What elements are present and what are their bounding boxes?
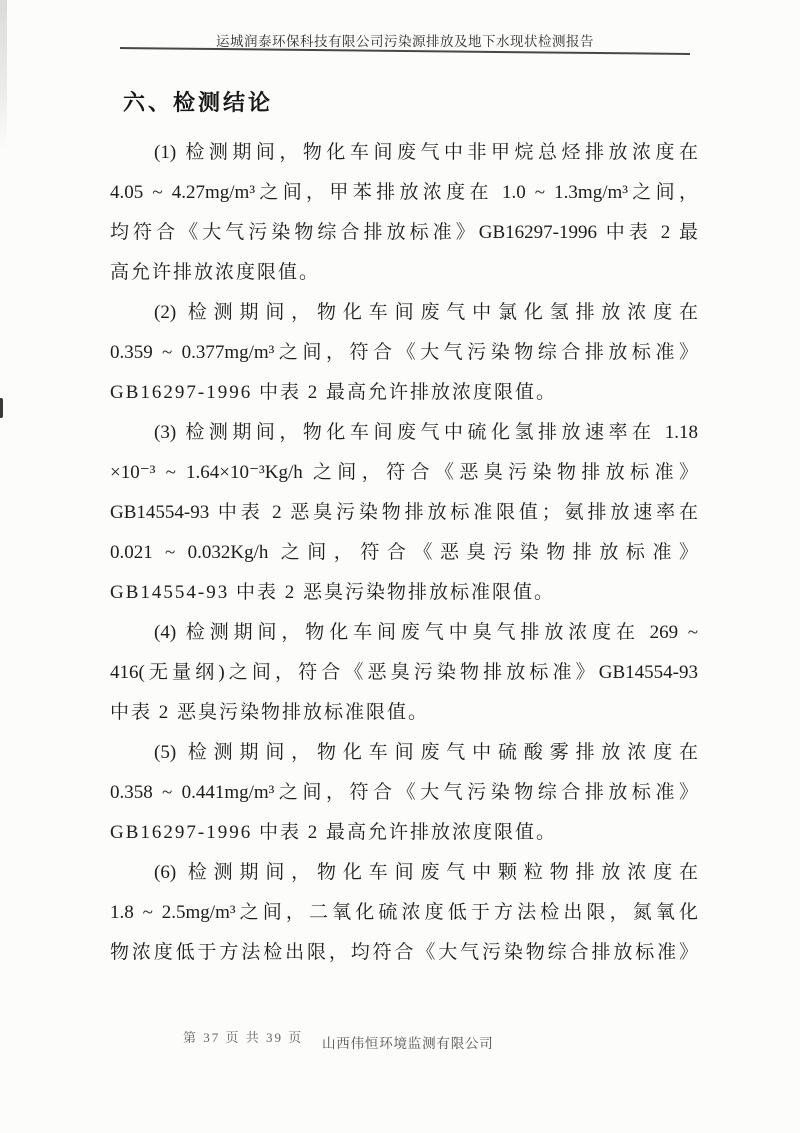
body-line: ×10⁻³ ~ 1.64×10⁻³Kg/h 之间，符合《恶臭污染物排放标准》: [110, 462, 698, 483]
body-line: (4) 检测期间，物化车间废气中臭气排放浓度在 269 ~: [154, 622, 698, 643]
body-line: 0.358 ~ 0.441mg/m³之间，符合《大气污染物综合排放标准》: [110, 782, 698, 803]
body-line: 1.8 ~ 2.5mg/m³之间，二氧化硫浓度低于方法检出限，氮氧化: [110, 902, 698, 923]
body-line: 0.021 ~ 0.032Kg/h 之间，符合《恶臭污染物排放标准》: [110, 542, 698, 563]
body-line: GB14554-93 中表 2 恶臭污染物排放标准限值。: [110, 582, 555, 603]
body-line: (2) 检测期间，物化车间废气中氯化氢排放浓度在: [154, 302, 698, 323]
body-line: GB16297-1996 中表 2 最高允许排放浓度限值。: [110, 382, 557, 403]
company-name: 山西伟恒环境监测有限公司: [322, 1036, 494, 1051]
section-title: 六、检测结论: [123, 90, 274, 115]
body-line: 中表 2 恶臭污染物排放标准限值。: [110, 702, 430, 723]
body-line: 0.359 ~ 0.377mg/m³之间，符合《大气污染物综合排放标准》: [110, 342, 698, 363]
report-header-title: 运城润泰环保科技有限公司污染源排放及地下水现状检测报告: [216, 34, 594, 49]
body-line: 4.05 ~ 4.27mg/m³之间，甲苯排放浓度在 1.0 ~ 1.3mg/m³之间，: [110, 182, 698, 203]
body-line: (6) 检测期间，物化车间废气中颗粒物排放浓度在: [154, 862, 698, 883]
page-footer: [0, 1024, 800, 1054]
body-line: GB16297-1996 中表 2 最高允许排放浓度限值。: [110, 822, 557, 843]
body-line: 高允许排放浓度限值。: [110, 262, 321, 283]
scan-edge-artifact: [0, 0, 7, 150]
scan-mark-artifact: [0, 398, 3, 418]
body-line: GB14554-93 中表 2 恶臭污染物排放标准限值；氨排放速率在: [110, 502, 698, 523]
page-number: 第 37 页 共 39 页: [183, 1030, 304, 1045]
body-line: 均符合《大气污染物综合排放标准》GB16297-1996 中表 2 最: [110, 222, 698, 243]
body-line: (3) 检测期间，物化车间废气中硫化氢排放速率在 1.18: [154, 422, 698, 443]
body-line: (1) 检测期间，物化车间废气中非甲烷总烃排放浓度在: [154, 142, 698, 163]
body-line: (5) 检测期间，物化车间废气中硫酸雾排放浓度在: [154, 742, 698, 763]
conclusions-body: [110, 133, 698, 973]
body-line: 物浓度低于方法检出限，均符合《大气污染物综合排放标准》: [110, 942, 698, 963]
body-line: 416(无量纲)之间，符合《恶臭污染物排放标准》GB14554-93: [110, 662, 698, 683]
